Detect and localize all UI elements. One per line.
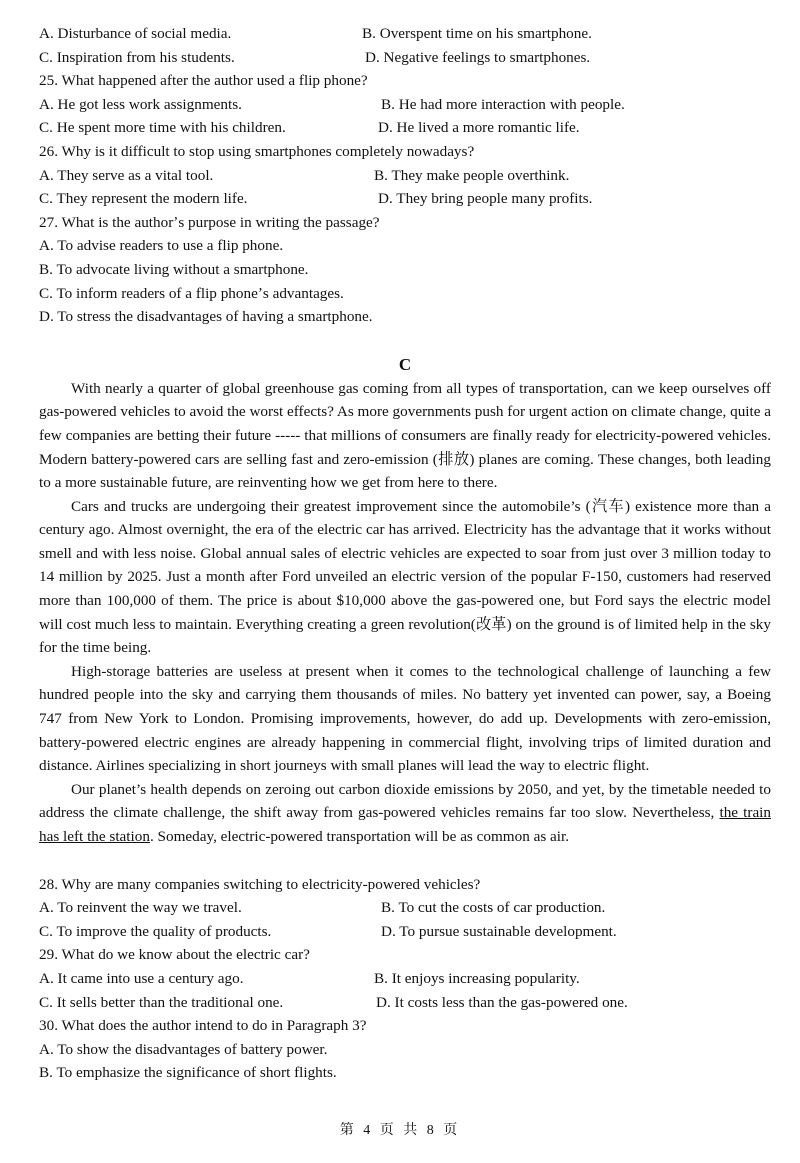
q25-option-a: A. He got less work assignments. <box>39 95 242 113</box>
q24-options-row-2 <box>39 46 771 70</box>
paragraph-4-text-after: . Someday, electric-powered transportation will be as common as air. <box>149 828 570 845</box>
q29-options-row-2 <box>39 991 771 1015</box>
q26-option-a: A. They serve as a vital tool. <box>39 166 214 184</box>
q28-option-a: A. To reinvent the way we travel. <box>39 899 242 917</box>
q27-stem: 27. What is the authorʼs purpose in writing the passage? <box>39 213 380 231</box>
q25-stem: 25. What happened after the author used a flip phone? <box>39 72 368 90</box>
q29-option-b: B. It enjoys increasing popularity. <box>374 969 580 987</box>
q25-options-row-2 <box>39 116 771 140</box>
q24-option-a: A. Disturbance of social media. <box>39 25 232 42</box>
q25-option-b: B. He had more interaction with people. <box>381 95 625 113</box>
q30-stem: 30. What does the author intend to do in Paragraph 3? <box>39 1017 367 1035</box>
q30-option-b: B. To emphasize the significance of short flights. <box>39 1064 337 1082</box>
q24-option-c: C. Inspiration from his students. <box>39 48 235 66</box>
paragraph-4-text-before: Our planet’s health depends on zeroing out carbon dioxide emissions by 2050, and yet, by the timetable needed to address the climate challenge, the shift away from gas-powered vehicles remains far too slow. Nevertheless, <box>39 780 771 822</box>
passage-paragraph-3: High-storage batteries are useless at present when it comes to the technological challenge of launching a few hundred people into the sky and carrying them thousands of miles. No battery yet invented can power, say, a Boeing 747 from New York to London. Promising improvements, however, do add up. Developments with zero-emission, battery-powered electric engines are already happening in commercial flight, involving trips of limited duration and distance. Airlines specializing in short journeys with small planes will lead the way to electric flight. <box>39 662 771 775</box>
q26-option-b: B. They make people overthink. <box>374 166 570 184</box>
q25-options-row-1 <box>39 93 771 117</box>
spacer <box>39 849 771 873</box>
passage-paragraph-2: Cars and trucks are undergoing their greatest improvement since the automobile’s (汽车) existence more than a century ago. Almost overnight, the era of the electric car has arrived. Electricity has the advantage that it works without smell and with less noise. Global annual sales of electric vehicles are expected to soar from just over 3 million today to 14 million by 2025. Just a month after Ford unveiled an electric version of the popular F-150, customers had reserved more than 100,000 of them. The price is about $10,000 above the gas-powered one, but Ford says the electric model will cost much less to maintain. Everything creating a green revolution(改革) on the ground is of limited help in the sky for the time being. <box>39 497 771 657</box>
q28-options-row-1 <box>39 896 771 920</box>
q26-options-row-2 <box>39 187 771 211</box>
q29-options-row-1 <box>39 967 771 991</box>
passage-paragraph-4 <box>39 778 771 849</box>
section-c-title: C <box>398 354 412 374</box>
q24-option-b: B. Overspent time on his smartphone. <box>362 25 592 42</box>
q29-option-d: D. It costs less than the gas-powered one. <box>376 993 628 1011</box>
page-footer: 第 4 页 共 8 页 <box>339 1123 461 1138</box>
q29-stem: 29. What do we know about the electric car? <box>39 946 310 964</box>
q28-stem: 28. Why are many companies switching to electricity-powered vehicles? <box>39 875 481 893</box>
q26-stem: 26. Why is it difficult to stop using smartphones completely nowadays? <box>39 142 475 160</box>
q24-options-row-1 <box>39 22 771 46</box>
q28-option-d: D. To pursue sustainable development. <box>381 922 617 940</box>
q28-options-row-2 <box>39 920 771 944</box>
passage-paragraph-1: With nearly a quarter of global greenhouse gas coming from all types of transportation, can we keep ourselves off gas-powered vehicles to avoid the worst effects? As more governments push for urgent action on climate change, quite a few companies are betting their future ----- that millions of consumers are finally ready for electricity-powered vehicles. Modern battery-powered cars are selling fast and zero-emission (排放) planes are coming. These changes, both leading to a more sustainable future, are reinventing how we get from here to there. <box>39 379 772 492</box>
q29-option-c: C. It sells better than the traditional one. <box>39 993 284 1011</box>
spacer <box>39 329 771 353</box>
q28-option-c: C. To improve the quality of products. <box>39 922 272 940</box>
q27-option-c: C. To inform readers of a flip phoneʼs advantages. <box>39 284 344 302</box>
q26-option-c: C. They represent the modern life. <box>39 190 248 208</box>
q28-option-b: B. To cut the costs of car production. <box>381 899 606 917</box>
q27-option-a: A. To advise readers to use a flip phone. <box>39 237 284 255</box>
exam-page <box>39 22 771 1085</box>
q24-option-d: D. Negative feelings to smartphones. <box>365 48 591 66</box>
q26-option-d: D. They bring people many profits. <box>378 190 593 208</box>
q26-options-row-1 <box>39 164 771 188</box>
q30-option-a: A. To show the disadvantages of battery power. <box>39 1040 328 1058</box>
q25-option-c: C. He spent more time with his children. <box>39 119 286 137</box>
underlined-phrase: the train has left the station <box>39 804 771 845</box>
q29-option-a: A. It came into use a century ago. <box>39 969 244 987</box>
q25-option-d: D. He lived a more romantic life. <box>378 119 580 137</box>
q27-option-b: B. To advocate living without a smartphone. <box>39 260 309 278</box>
q27-option-d: D. To stress the disadvantages of having a smartphone. <box>39 308 373 326</box>
